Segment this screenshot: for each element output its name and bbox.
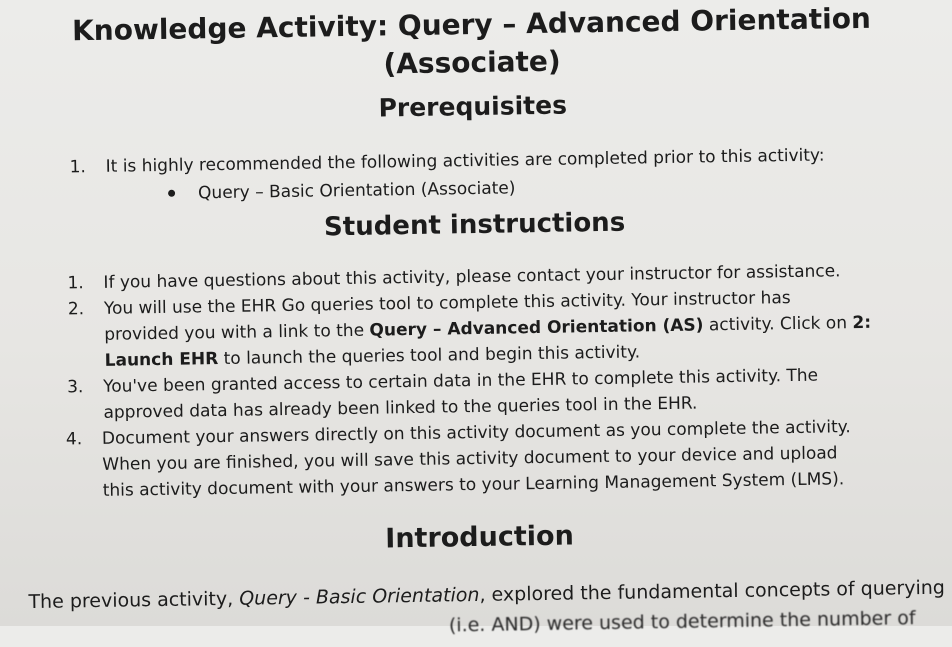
prerequisites-heading: Prerequisites [378, 90, 568, 123]
intro-text: The previous activity, [28, 587, 240, 614]
instruction-text [104, 284, 872, 374]
activity-title-italic: Query - Basic Orientation [239, 583, 480, 610]
instruction-line: Document your answers directly on this activity document as you complete the activity. [101, 417, 851, 449]
instruction-number: 3. [66, 377, 84, 398]
step-number: 2: [852, 312, 872, 334]
bullet-dot-icon [168, 190, 175, 197]
introduction-heading: Introduction [385, 520, 575, 555]
activity-name: Query – Advanced Orientation (AS) [369, 315, 704, 341]
instruction-line: You've been granted access to certain data in the EHR to complete this activity. The [102, 365, 819, 397]
document-title: Knowledge Activity: Query – Advanced Orientation (Associate) [71, 1, 872, 81]
instruction-item-4 [66, 413, 951, 505]
prerequisite-item-number: 1. [69, 157, 87, 178]
instruction-number: 1. [67, 273, 84, 294]
prerequisite-item-text: It is highly recommended the following activities are completed prior to this activity: [105, 145, 825, 177]
introduction-paragraph [28, 572, 952, 647]
intro-text: , explored the fundamental concepts of querying [479, 576, 946, 606]
prerequisite-bullet-text: Query – Basic Orientation (Associate) [197, 178, 516, 204]
instruction-line: activity. Click on [703, 313, 853, 336]
instruction-line: approved data has already been linked to the queries tool in the EHR. [103, 393, 698, 423]
student-instructions-heading: Student instructions [323, 207, 626, 243]
instruction-line: You will use the EHR Go queries tool to complete this activity. Your instructor has [103, 288, 791, 319]
instruction-text [102, 414, 852, 504]
instruction-number: 4. [65, 429, 83, 450]
instruction-text: If you have questions about this activity, please contact your instructor for assistance. [103, 261, 841, 293]
instruction-line: provided you with a link to the [104, 320, 370, 345]
instruction-line: When you are finished, you will save this activity document to your device and upload [102, 443, 838, 475]
prerequisite-item [69, 141, 929, 178]
instruction-item-1 [67, 257, 947, 294]
instruction-line: this activity document with your answers to your Learning Management System (LMS). [102, 469, 845, 501]
instruction-line: to launch the queries tool and begin this activity. [218, 342, 641, 370]
instruction-number: 2. [67, 299, 85, 320]
instruction-item-2 [68, 283, 949, 375]
launch-ehr-label: Launch EHR [104, 349, 219, 371]
intro-text-cutoff: (i.e. AND) were used to determine the number of [448, 607, 916, 637]
